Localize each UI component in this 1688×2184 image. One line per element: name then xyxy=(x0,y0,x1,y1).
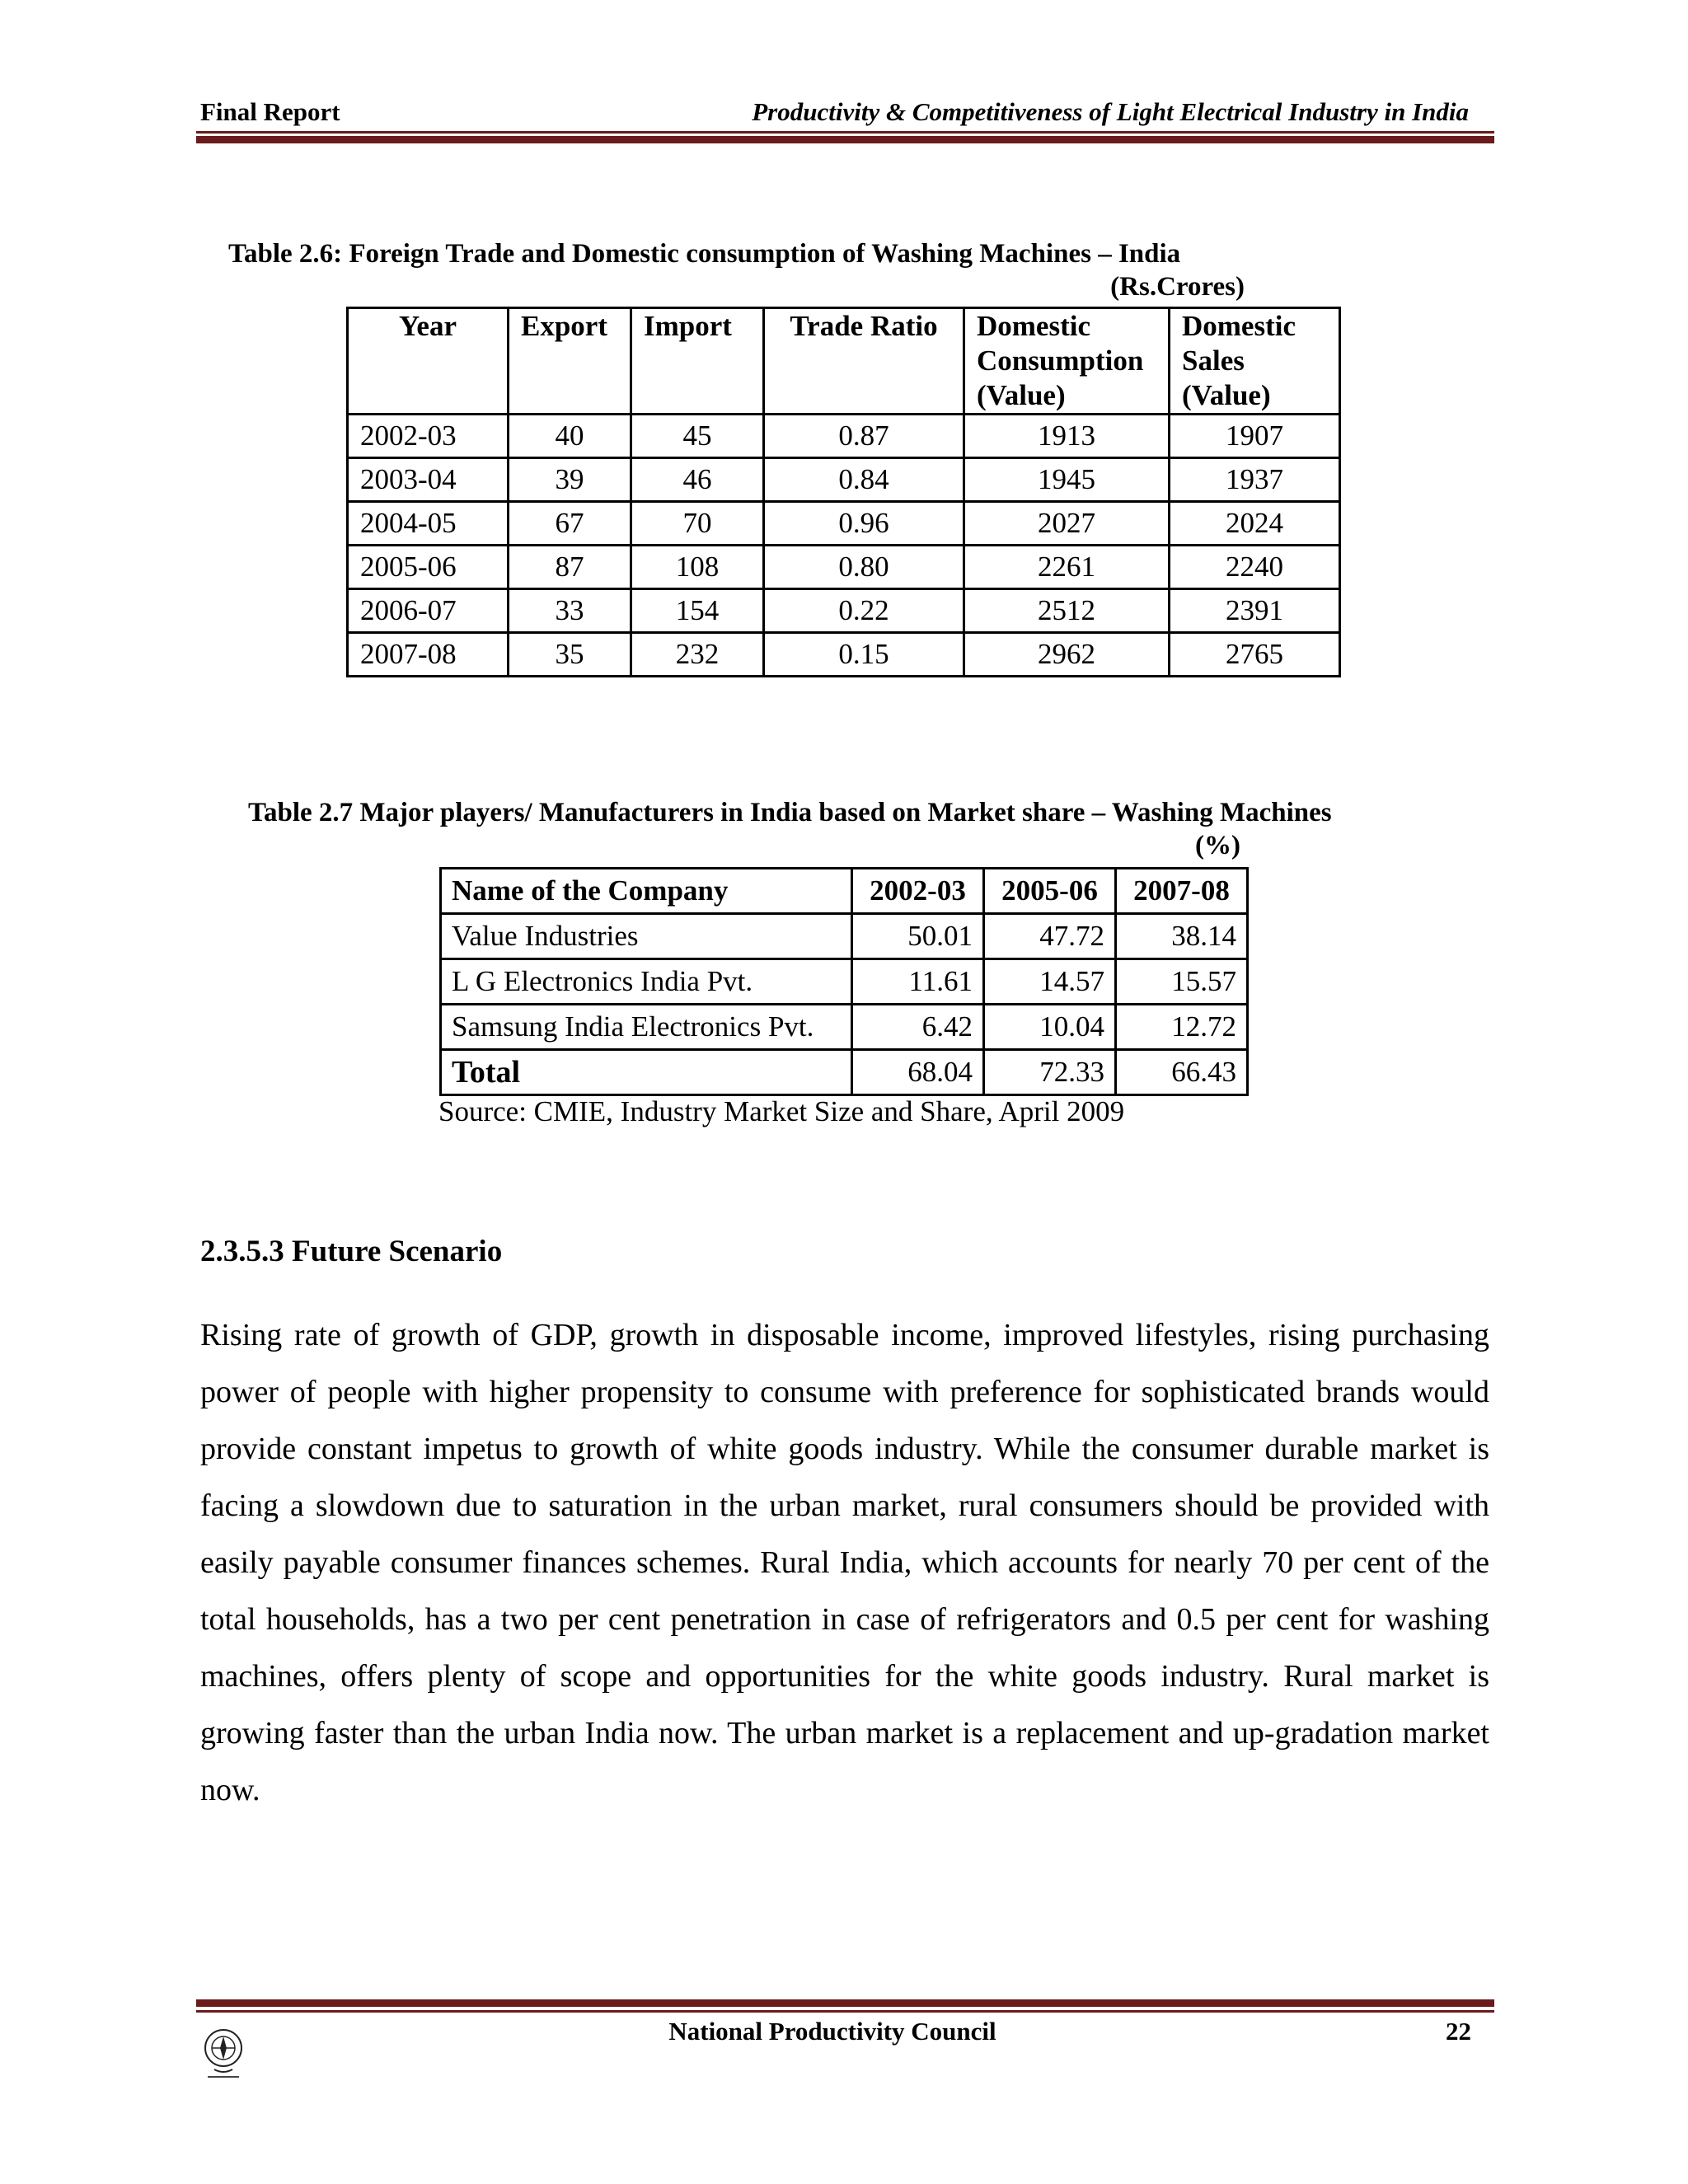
cell-import: 70 xyxy=(631,502,764,546)
cell-total: 72.33 xyxy=(984,1050,1116,1095)
col-header-import: Import xyxy=(631,308,764,415)
cell-sales: 2240 xyxy=(1170,546,1340,589)
cell-consumption: 2512 xyxy=(964,589,1170,633)
table-2-7-caption: Table 2.7 Major players/ Manufacturers in India based on Market share – Washing Machines xyxy=(248,798,1332,827)
cell-total: 66.43 xyxy=(1116,1050,1248,1095)
cell-share: 38.14 xyxy=(1116,914,1248,959)
header-left-title: Final Report xyxy=(200,97,340,126)
header-line: Sales xyxy=(1182,344,1245,377)
table-row xyxy=(441,959,1248,1005)
body-paragraph: Rising rate of growth of GDP, growth in disposable income, improved lifestyles, rising purchasing power of people with higher propensity to consume with preference for sophisticated brands would provide constant impetus to growth of white goods industry. While the consumer durable market is facing a slowdown due to saturation in the urban market, rural consumers should be provided with easily payable consumer finances schemes. Rural India, which accounts for nearly 70 per cent of the total households, has a two per cent penetration in case of refrigerators and 0.5 per cent for washing machines, offers plenty of scope and opportunities for the white goods industry. Rural market is growing faster than the urban India now. The urban market is a replacement and up-gradation market now. xyxy=(200,1318,1489,1807)
cell-trade-ratio: 0.84 xyxy=(764,458,964,502)
cell-company: L G Electronics India Pvt. xyxy=(441,959,852,1005)
cell-consumption: 2962 xyxy=(964,633,1170,677)
page-number: 22 xyxy=(1446,2017,1471,2046)
cell-consumption: 2027 xyxy=(964,502,1170,546)
col-header-trade-ratio: Trade Ratio xyxy=(764,308,964,415)
cell-sales: 2765 xyxy=(1170,633,1340,677)
cell-consumption: 2261 xyxy=(964,546,1170,589)
cell-year: 2007-08 xyxy=(348,633,509,677)
header-line: Consumption xyxy=(977,344,1144,377)
table-header-row xyxy=(441,869,1248,914)
table-total-row xyxy=(441,1050,1248,1095)
table-2-7 xyxy=(439,867,1249,1096)
cell-total: 68.04 xyxy=(852,1050,984,1095)
table-2-6-caption: Table 2.6: Foreign Trade and Domestic consumption of Washing Machines – India xyxy=(228,239,1181,269)
col-header-domestic-sales xyxy=(1170,308,1340,415)
header-line: Domestic xyxy=(1182,310,1296,342)
table-2-6 xyxy=(346,307,1341,677)
cell-share: 14.57 xyxy=(984,959,1116,1005)
col-header-2002-03: 2002-03 xyxy=(852,869,984,914)
col-header-year: Year xyxy=(348,308,509,415)
table-row xyxy=(348,502,1340,546)
table-row xyxy=(348,458,1340,502)
cell-share: 15.57 xyxy=(1116,959,1248,1005)
table-row xyxy=(441,1005,1248,1050)
header-rule-thick xyxy=(196,136,1494,143)
cell-trade-ratio: 0.87 xyxy=(764,415,964,458)
cell-export: 87 xyxy=(509,546,631,589)
cell-sales: 2024 xyxy=(1170,502,1340,546)
cell-export: 35 xyxy=(509,633,631,677)
cell-sales: 2391 xyxy=(1170,589,1340,633)
cell-year: 2002-03 xyxy=(348,415,509,458)
col-header-export: Export xyxy=(509,308,631,415)
footer-rule-thick xyxy=(196,1999,1494,2007)
cell-consumption: 1913 xyxy=(964,415,1170,458)
cell-sales: 1907 xyxy=(1170,415,1340,458)
cell-export: 33 xyxy=(509,589,631,633)
col-header-2005-06: 2005-06 xyxy=(984,869,1116,914)
col-header-2007-08: 2007-08 xyxy=(1116,869,1248,914)
cell-trade-ratio: 0.80 xyxy=(764,546,964,589)
cell-import: 45 xyxy=(631,415,764,458)
table-row xyxy=(348,589,1340,633)
cell-import: 154 xyxy=(631,589,764,633)
section-heading: 2.3.5.3 Future Scenario xyxy=(200,1235,503,1268)
table-row xyxy=(348,633,1340,677)
cell-import: 108 xyxy=(631,546,764,589)
table-2-6-unit: (Rs.Crores) xyxy=(1110,272,1245,302)
table-row xyxy=(441,914,1248,959)
col-header-domestic-consumption xyxy=(964,308,1170,415)
cell-import: 46 xyxy=(631,458,764,502)
cell-sales: 1937 xyxy=(1170,458,1340,502)
table-2-7-unit: (%) xyxy=(1195,831,1240,860)
cell-year: 2004-05 xyxy=(348,502,509,546)
cell-trade-ratio: 0.22 xyxy=(764,589,964,633)
cell-share: 12.72 xyxy=(1116,1005,1248,1050)
cell-share: 11.61 xyxy=(852,959,984,1005)
header-right-title: Productivity & Competitiveness of Light Electrical Industry in India xyxy=(752,97,1469,126)
cell-share: 47.72 xyxy=(984,914,1116,959)
cell-export: 39 xyxy=(509,458,631,502)
table-source-note: Source: CMIE, Industry Market Size and Share, April 2009 xyxy=(438,1095,1125,1127)
cell-company: Value Industries xyxy=(441,914,852,959)
header-line: (Value) xyxy=(977,379,1066,411)
cell-share: 10.04 xyxy=(984,1005,1116,1050)
header-line: (Value) xyxy=(1182,379,1271,411)
cell-trade-ratio: 0.96 xyxy=(764,502,964,546)
cell-share: 6.42 xyxy=(852,1005,984,1050)
npc-emblem-icon xyxy=(198,2023,249,2084)
cell-trade-ratio: 0.15 xyxy=(764,633,964,677)
cell-share: 50.01 xyxy=(852,914,984,959)
cell-import: 232 xyxy=(631,633,764,677)
col-header-company: Name of the Company xyxy=(441,869,852,914)
cell-export: 67 xyxy=(509,502,631,546)
cell-year: 2003-04 xyxy=(348,458,509,502)
cell-export: 40 xyxy=(509,415,631,458)
table-row xyxy=(348,415,1340,458)
header-line: Domestic xyxy=(977,310,1091,342)
footer-organization: National Productivity Council xyxy=(668,2017,996,2046)
header-rule-thin xyxy=(196,131,1494,134)
cell-company: Samsung India Electronics Pvt. xyxy=(441,1005,852,1050)
cell-consumption: 1945 xyxy=(964,458,1170,502)
cell-total-label: Total xyxy=(441,1050,852,1095)
cell-year: 2006-07 xyxy=(348,589,509,633)
footer-rule-thin xyxy=(196,2010,1494,2013)
table-row xyxy=(348,546,1340,589)
cell-year: 2005-06 xyxy=(348,546,509,589)
table-header-row xyxy=(348,308,1340,415)
